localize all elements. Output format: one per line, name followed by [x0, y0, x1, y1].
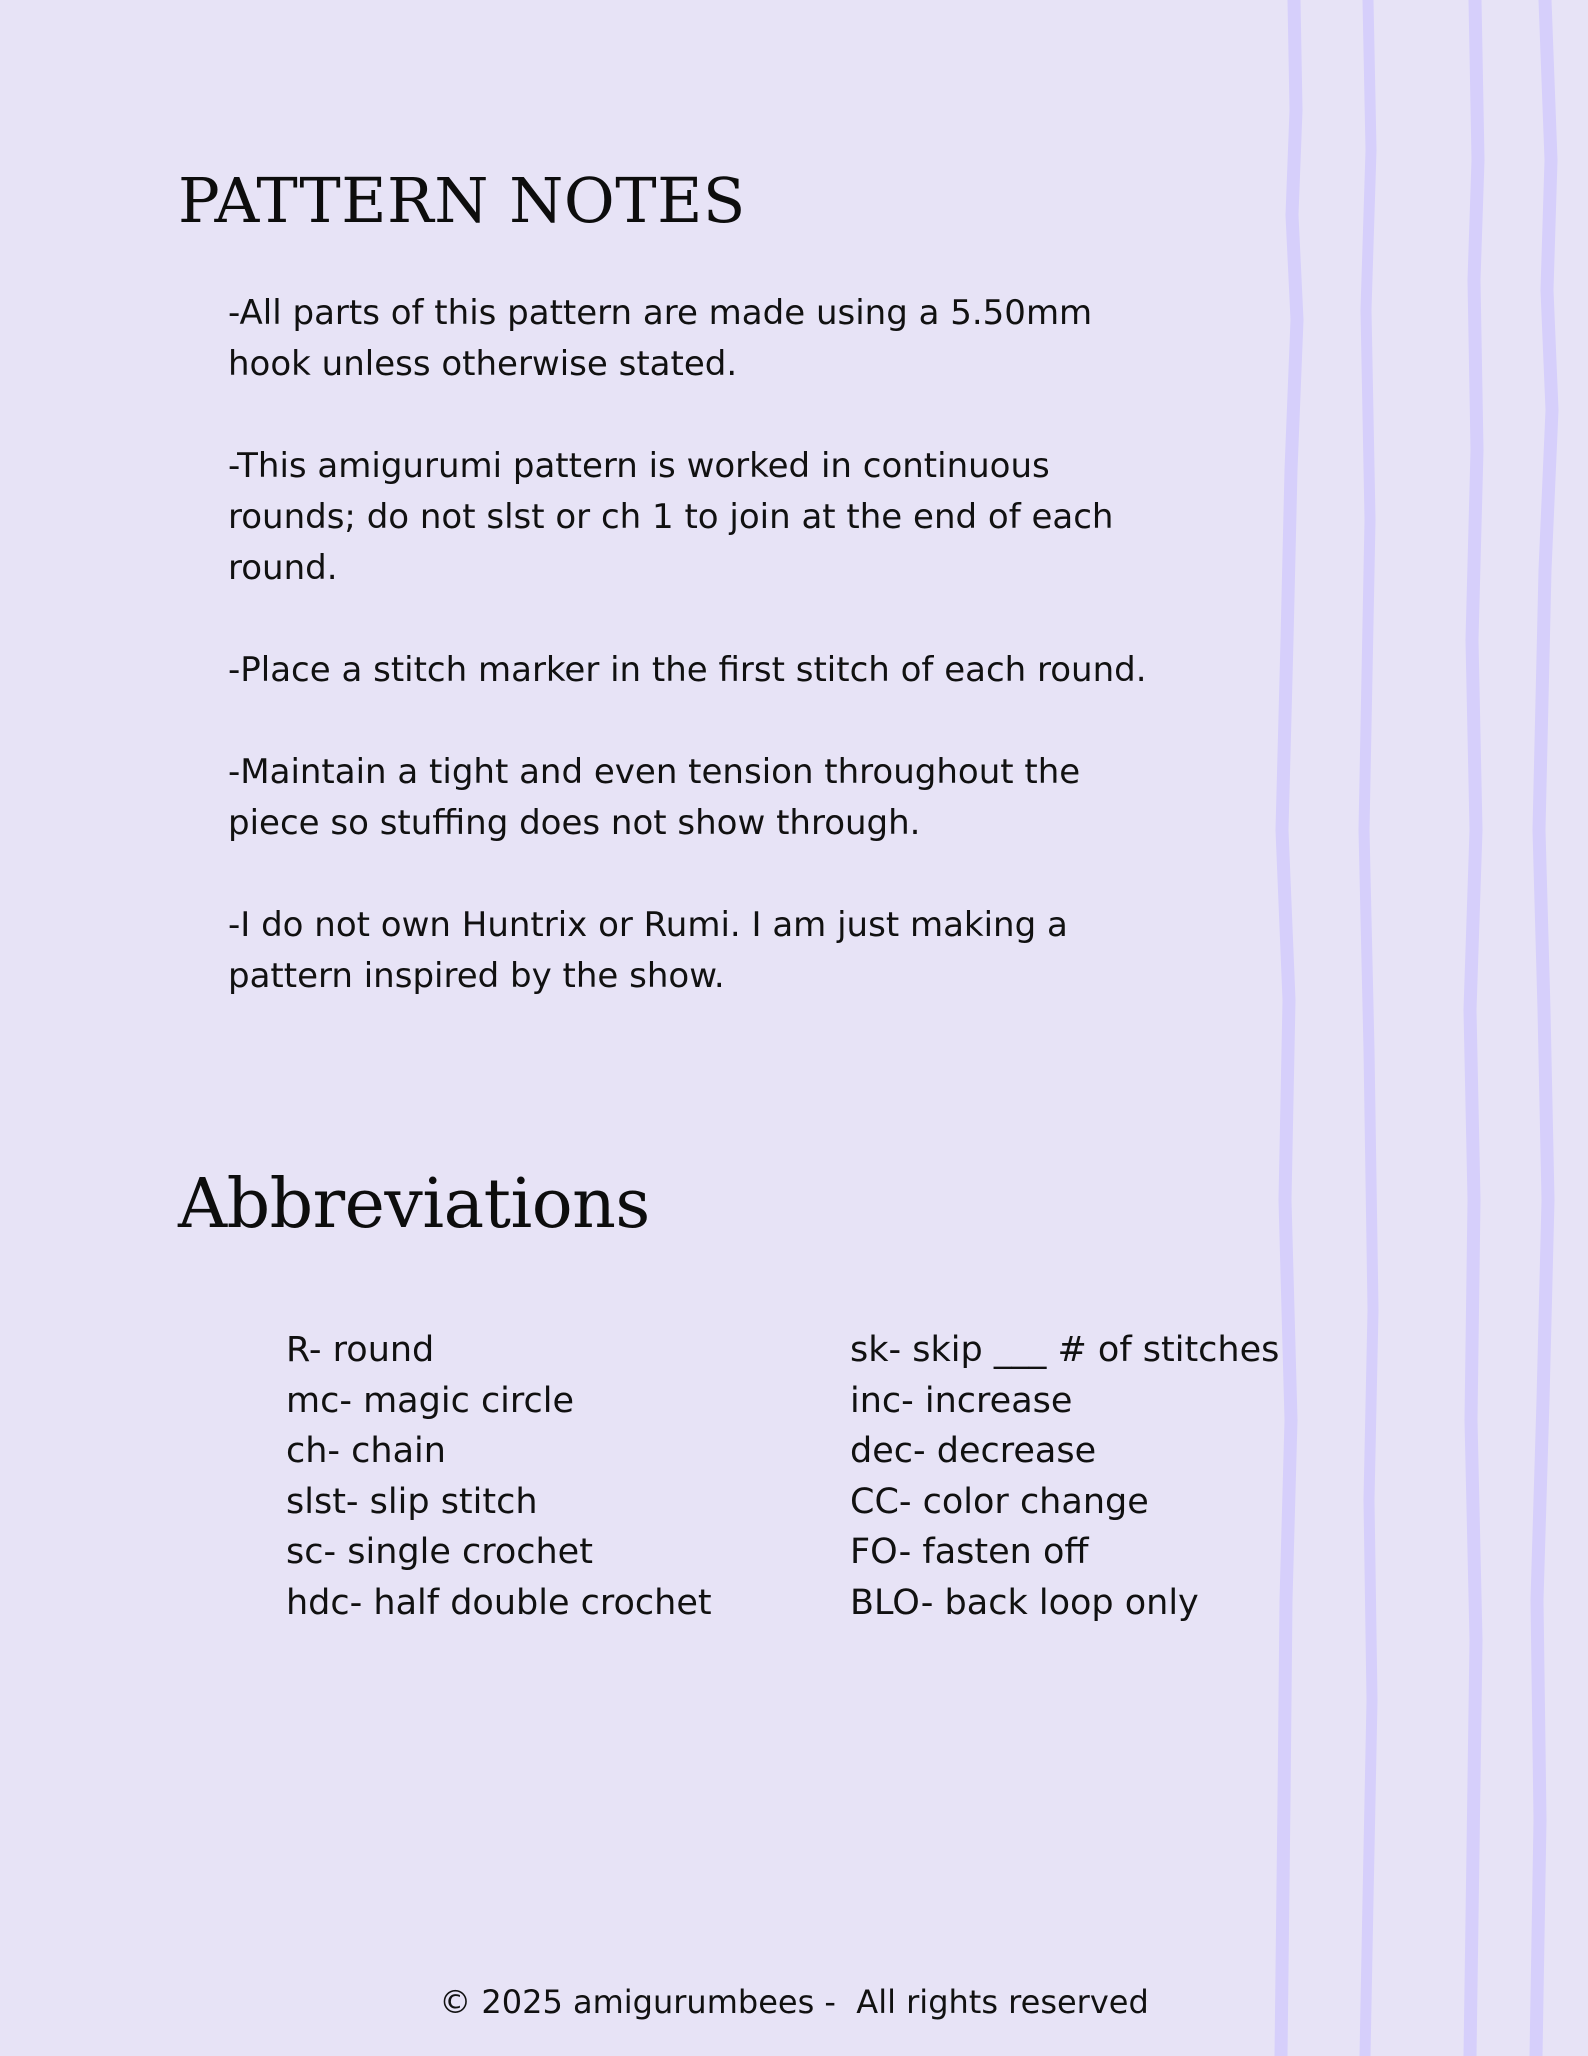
abbreviation-item: mc- magic circle: [286, 1380, 575, 1421]
pattern-notes-title: PATTERN NOTES: [178, 164, 746, 237]
stripe-3: [1470, 0, 1478, 2056]
abbreviation-item: FO- fasten off: [850, 1532, 1089, 1572]
note-continuous-rounds: -This amigurumi pattern is worked in continuous rounds; do not slst or ch 1 to join at the end of each round.: [228, 446, 1114, 588]
abbreviation-item: R- round: [286, 1330, 435, 1370]
copyright-footer: © 2025 amigurumbees - All rights reserved: [439, 1983, 1149, 2021]
abbreviation-item: ch- chain: [286, 1431, 446, 1471]
note-disclaimer: -I do not own Huntrix or Rumi. I am just making a pattern inspired by the show.: [228, 905, 1068, 996]
abbreviation-item: dec- decrease: [850, 1431, 1097, 1471]
abbreviation-item: sk- skip ___ # of stitches: [850, 1330, 1280, 1370]
abbreviation-item: BLO- back loop only: [850, 1582, 1199, 1623]
abbreviation-item: inc- increase: [850, 1380, 1073, 1421]
note-stitch-marker: -Place a stitch marker in the first stitch of each round.: [228, 650, 1147, 690]
stripe-1: [1281, 0, 1297, 2056]
abbreviation-item: slst- slip stitch: [286, 1481, 538, 1522]
stripe-2: [1364, 0, 1373, 2056]
abbreviation-item: CC- color change: [850, 1481, 1149, 1522]
abbreviations-left-column: [286, 1325, 712, 1628]
abbreviation-item: sc- single crochet: [286, 1532, 593, 1572]
abbreviation-item: hdc- half double crochet: [286, 1582, 712, 1623]
note-hook-size: -All parts of this pattern are made using a 5.50mm hook unless otherwise stated.: [228, 293, 1093, 384]
abbreviations-title: Abbreviations: [178, 1165, 650, 1244]
note-tension: -Maintain a tight and even tension throughout the piece so stuffing does not show through.: [228, 752, 1081, 843]
abbreviations-right-column: [850, 1325, 1279, 1628]
pattern-notes-list: [228, 288, 1188, 1053]
stripe-4: [1536, 0, 1552, 2056]
